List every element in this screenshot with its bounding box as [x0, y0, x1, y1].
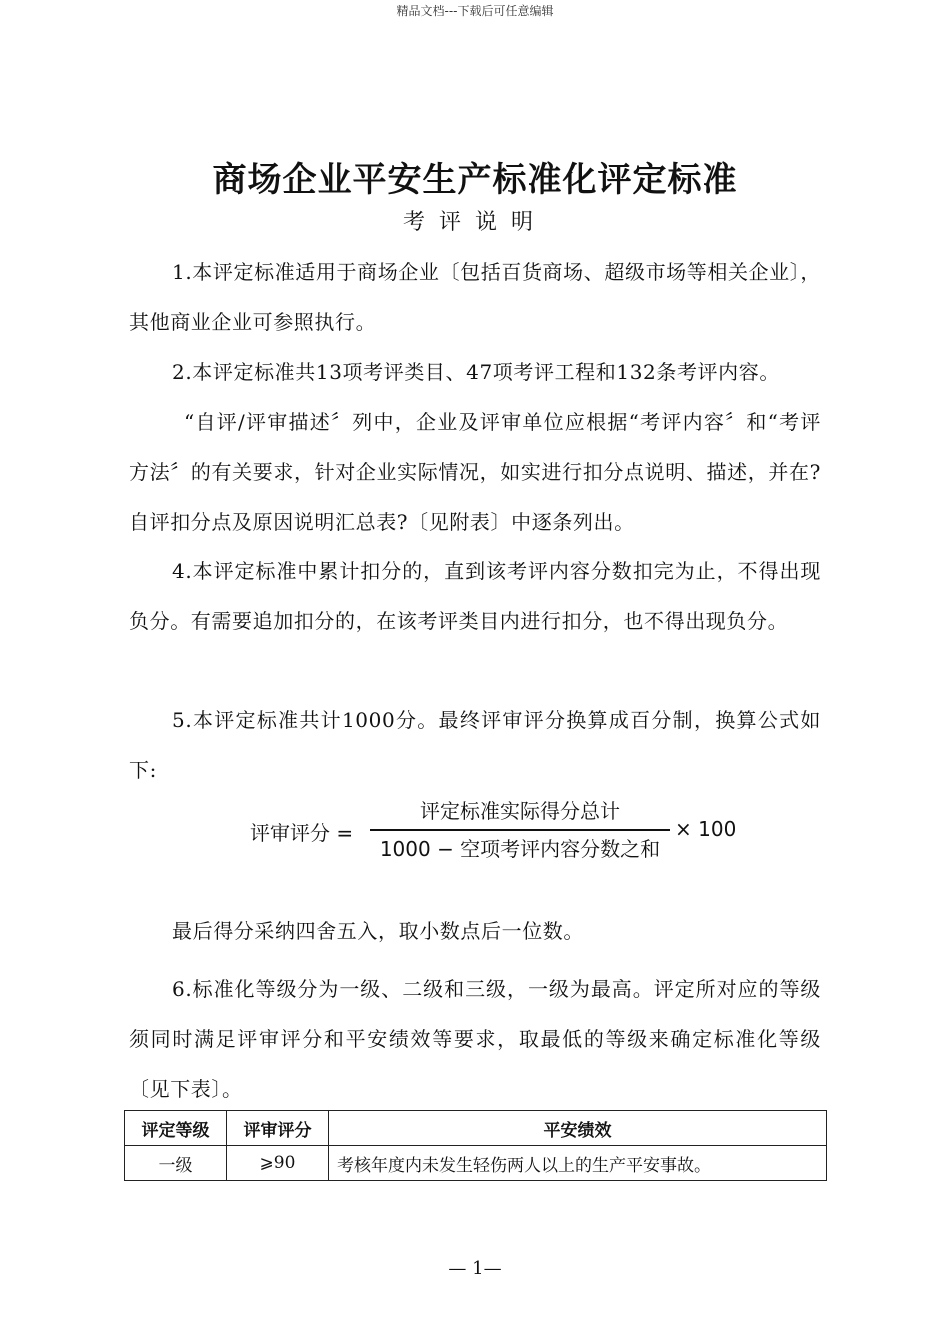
formula-denominator: 1000 − 空项考评内容分数之和: [379, 836, 661, 861]
formula-fraction: [370, 795, 670, 865]
paragraph-2: 2.本评定标准共13项考评类目、47项考评工程和132条考评内容。: [172, 360, 780, 384]
formula-numerator: 评定标准实际得分总计: [420, 799, 620, 823]
document-subtitle: 考评说明: [402, 210, 547, 235]
header-grade: 评定等级: [125, 1111, 227, 1146]
paragraph-4: 4.本评定标准中累计扣分的，直到该考评内容分数扣完为止，不得出现负分。有需要追加扣分的，在该考评类目内进行扣分，也不得出现负分。: [129, 559, 821, 633]
document-title: 商场企业平安生产标准化评定标准: [212, 160, 738, 200]
scoring-formula: [250, 795, 750, 865]
header-score: 评审评分: [227, 1111, 329, 1146]
header-performance: 平安绩效: [329, 1111, 827, 1146]
grade-table: [124, 1110, 827, 1181]
cell-score: ⩾90: [227, 1146, 329, 1181]
table-header-row: [125, 1111, 827, 1146]
table-row: [125, 1146, 827, 1181]
paragraph-1: 1.本评定标准适用于商场企业〔包括百货商场、超级市场等相关企业〕，其他商业企业可参照执行。: [129, 260, 821, 334]
paragraph-5: 5.本评定标准共计1000分。最终评审评分换算成百分制，换算公式如下:: [129, 708, 821, 782]
fraction-bar: [370, 829, 670, 831]
formula-left: 评审评分 =: [250, 821, 354, 845]
formula-right: × 100: [675, 817, 737, 841]
cell-grade: 一级: [125, 1146, 227, 1181]
paragraph-6: 最后得分采纳四舍五入，取小数点后一位数。: [172, 919, 584, 943]
cell-performance: 考核年度内未发生轻伤两人以上的生产平安事故。: [329, 1146, 827, 1181]
paragraph-7: 6.标准化等级分为一级、二级和三级，一级为最高。评定所对应的等级须同时满足评审评分和平安绩效等要求，取最低的等级来确定标准化等级〔见下表〕。: [129, 977, 821, 1101]
watermark-header: 精品文档---下载后可任意编辑: [396, 4, 554, 18]
paragraph-3: “自评/评审描述〞列中，企业及评审单位应根据“考评内容〞和“考评方法〞的有关要求，针对企业实际情况，如实进行扣分点说明、描述，并在?自评扣分点及原因说明汇总表?〔见附表〕中逐条列出。: [129, 410, 821, 534]
page-number: — 1—: [448, 1258, 502, 1279]
